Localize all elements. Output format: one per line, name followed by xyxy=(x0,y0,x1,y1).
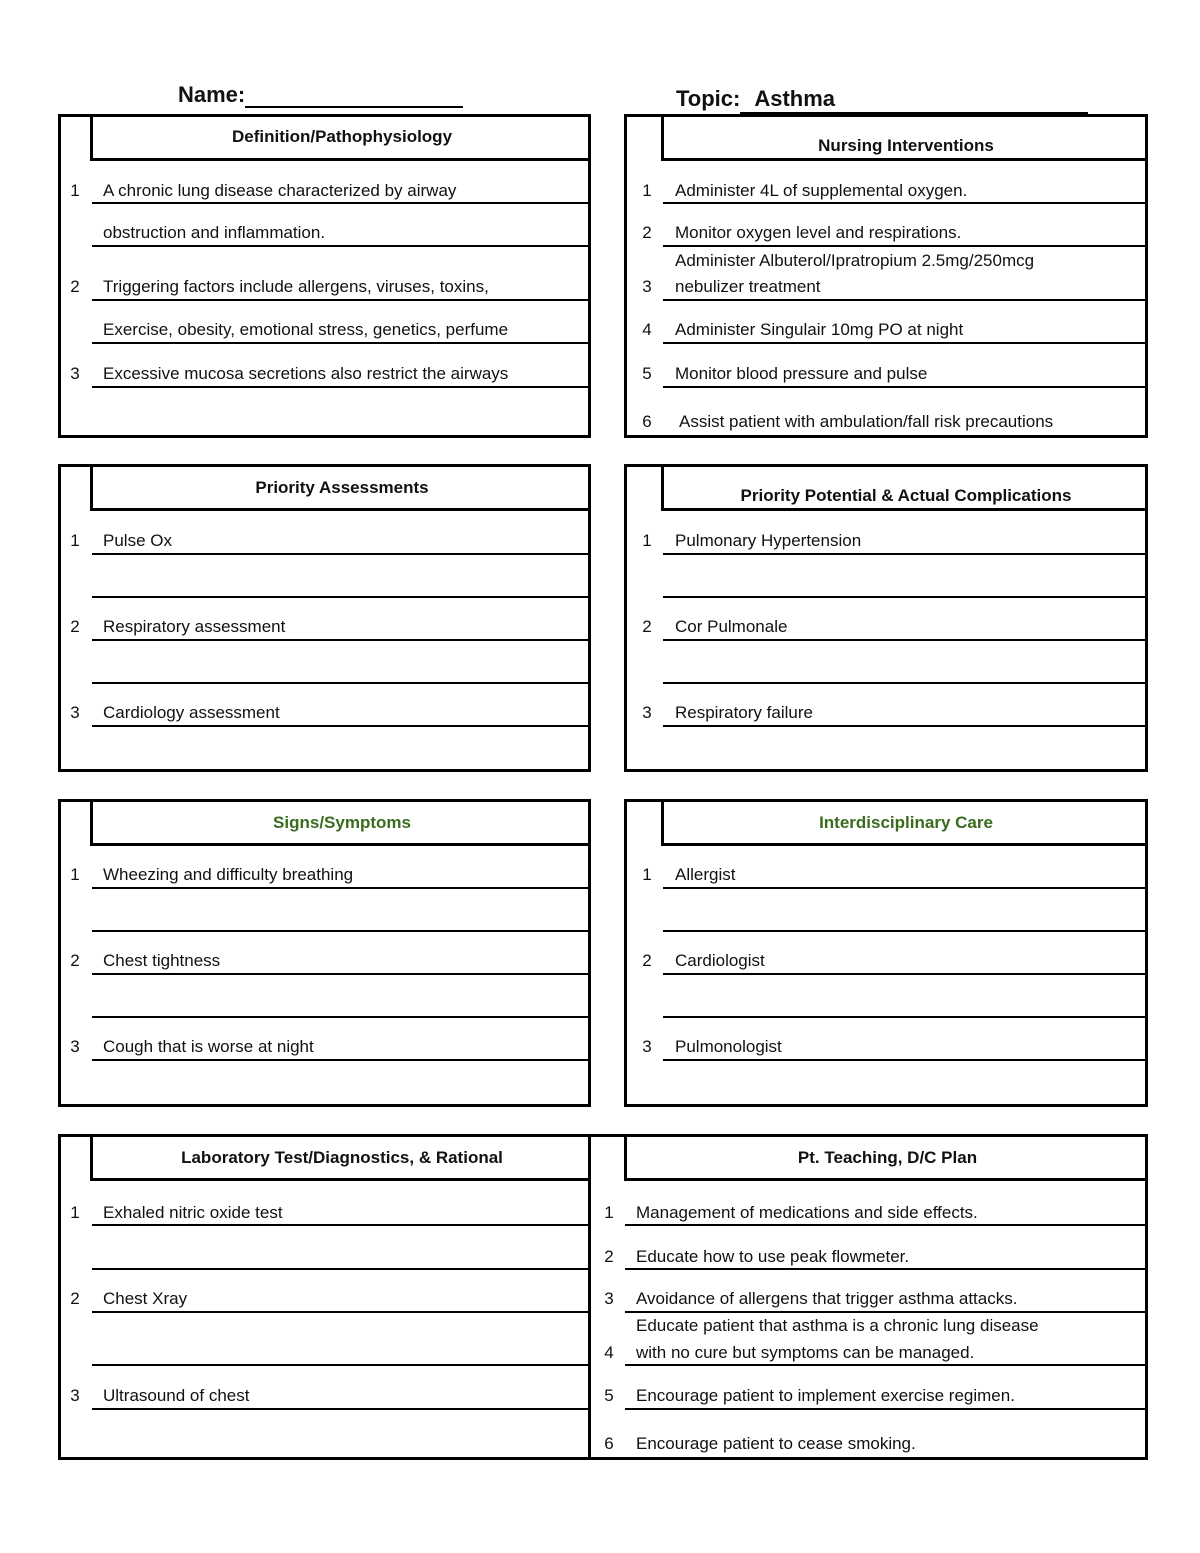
interdisciplinary-item-3-num: 3 xyxy=(642,1037,652,1056)
definition-item-1-line-2: obstruction and inflammation. xyxy=(103,223,326,242)
teaching-item-4-line-1: Educate patient that asthma is a chronic lung disease xyxy=(636,1316,1039,1335)
labs-item-1-line-1: Exhaled nitric oxide test xyxy=(103,1203,283,1222)
complications-item-3-num: 3 xyxy=(642,703,652,722)
teaching-item-5-num: 5 xyxy=(604,1386,614,1405)
nursing-item-3-line-1: Administer Albuterol/Ipratropium 2.5mg/250mcg xyxy=(675,251,1035,270)
nursing-item-6-line-1: Assist patient with ambulation/fall risk precautions xyxy=(679,412,1054,431)
definition-box xyxy=(58,114,591,438)
assessments-item-1-num: 1 xyxy=(70,531,80,550)
interdisciplinary-item-3-line-1: Pulmonologist xyxy=(675,1037,782,1056)
teaching-item-1-num: 1 xyxy=(604,1203,614,1222)
teaching-item-6-num: 6 xyxy=(604,1434,614,1453)
labs-item-2-line-1: Chest Xray xyxy=(103,1289,188,1308)
name-blank-line[interactable] xyxy=(245,84,463,108)
nursing-item-2-line-1: Monitor oxygen level and respirations. xyxy=(675,223,962,242)
nursing-item-4-num: 4 xyxy=(642,320,652,339)
teaching-item-5-line-1: Encourage patient to implement exercise regimen. xyxy=(636,1386,1015,1405)
definition-item-1-num: 1 xyxy=(70,181,80,200)
teaching-item-3-line-1: Avoidance of allergens that trigger asthma attacks. xyxy=(636,1289,1018,1308)
labs-item-3-line-1: Ultrasound of chest xyxy=(103,1386,250,1405)
topic-field xyxy=(676,86,1088,114)
labs-item-2-num: 2 xyxy=(70,1289,80,1308)
definition-item-2-line-1: Triggering factors include allergens, viruses, toxins, xyxy=(103,277,489,296)
complications-item-2-line-1: Cor Pulmonale xyxy=(675,617,788,636)
labs-item-3-num: 3 xyxy=(70,1386,80,1405)
signs-item-2-line-1: Chest tightness xyxy=(103,951,221,970)
signs-item-3-num: 3 xyxy=(70,1037,80,1056)
interdisciplinary-title: Interdisciplinary Care xyxy=(661,799,1148,846)
teaching-item-2-num: 2 xyxy=(604,1247,614,1266)
signs-item-1-line-1: Wheezing and difficulty breathing xyxy=(103,865,354,884)
nursing-item-6-num: 6 xyxy=(642,412,652,431)
signs-item-2-num: 2 xyxy=(70,951,80,970)
interdisciplinary-item-1-num: 1 xyxy=(642,865,652,884)
definition-item-3-num: 3 xyxy=(70,364,80,383)
definition-item-2-num: 2 xyxy=(70,277,80,296)
teaching-item-6-line-1: Encourage patient to cease smoking. xyxy=(636,1434,916,1453)
nursing-item-3-num: 3 xyxy=(642,277,652,296)
teaching-title: Pt. Teaching, D/C Plan xyxy=(624,1134,1148,1181)
nursing-item-3-line-2: nebulizer treatment xyxy=(675,277,821,296)
nursing-item-1-line-1: Administer 4L of supplemental oxygen. xyxy=(675,181,968,200)
nursing-item-5-line-1: Monitor blood pressure and pulse xyxy=(675,364,928,383)
teaching-item-3-num: 3 xyxy=(604,1289,614,1308)
topic-label: Topic: xyxy=(676,86,741,111)
labs-item-1-num: 1 xyxy=(70,1203,80,1222)
interdisciplinary-item-2-line-1: Cardiologist xyxy=(675,951,765,970)
complications-item-3-line-1: Respiratory failure xyxy=(675,703,813,722)
interdisciplinary-item-1-line-1: Allergist xyxy=(675,865,736,884)
definition-item-3-line-1: Excessive mucosa secretions also restrict the airways xyxy=(103,364,509,383)
teaching-item-4-line-2: with no cure but symptoms can be managed. xyxy=(636,1343,975,1362)
nursing-box xyxy=(624,114,1148,438)
definition-item-1-line-1: A chronic lung disease characterized by airway xyxy=(103,181,457,200)
teaching-item-4-num: 4 xyxy=(604,1343,614,1362)
nursing-item-1-num: 1 xyxy=(642,181,652,200)
interdisciplinary-item-2-num: 2 xyxy=(642,951,652,970)
nursing-item-4-line-1: Administer Singulair 10mg PO at night xyxy=(675,320,964,339)
topic-value: Asthma xyxy=(740,86,1088,114)
signs-title: Signs/Symptoms xyxy=(90,799,591,846)
assessments-item-2-line-1: Respiratory assessment xyxy=(103,617,286,636)
complications-item-1-num: 1 xyxy=(642,531,652,550)
assessments-item-1-line-1: Pulse Ox xyxy=(103,531,172,550)
assessments-item-3-num: 3 xyxy=(70,703,80,722)
teaching-item-1-line-1: Management of medications and side effects. xyxy=(636,1203,978,1222)
complications-item-2-num: 2 xyxy=(642,617,652,636)
signs-item-1-num: 1 xyxy=(70,865,80,884)
definition-item-2-line-2: Exercise, obesity, emotional stress, genetics, perfume xyxy=(103,320,509,339)
complications-title: Priority Potential & Actual Complications xyxy=(661,464,1148,511)
nursing-item-2-num: 2 xyxy=(642,223,652,242)
signs-item-3-line-1: Cough that is worse at night xyxy=(103,1037,314,1056)
assessments-item-3-line-1: Cardiology assessment xyxy=(103,703,280,722)
teaching-item-2-line-1: Educate how to use peak flowmeter. xyxy=(636,1247,910,1266)
assessments-title: Priority Assessments xyxy=(90,464,591,511)
nursing-item-5-num: 5 xyxy=(642,364,652,383)
name-field xyxy=(178,82,463,108)
labs-title: Laboratory Test/Diagnostics, & Rational xyxy=(90,1134,591,1181)
nursing-title: Nursing Interventions xyxy=(661,114,1148,161)
complications-item-1-line-1: Pulmonary Hypertension xyxy=(675,531,862,550)
definition-title: Definition/Pathophysiology xyxy=(90,114,591,161)
name-label: Name: xyxy=(178,82,246,107)
assessments-item-2-num: 2 xyxy=(70,617,80,636)
